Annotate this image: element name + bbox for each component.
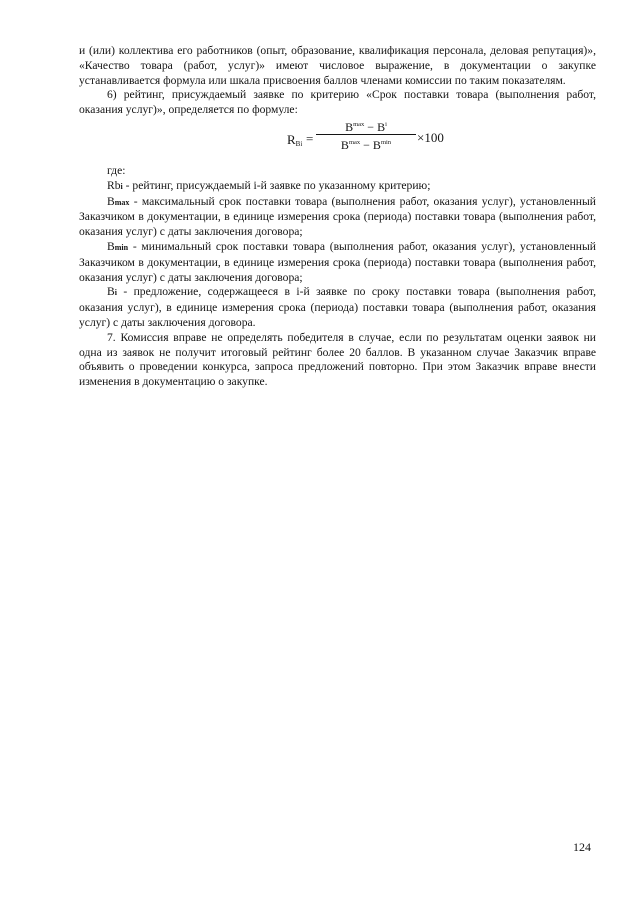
formula-denominator: $B^{max} - B^{min}$ xyxy=(340,137,392,152)
page-number: 124 xyxy=(573,840,591,854)
definition-bmax: Bmax - максимальный срок поставки товара (выполнения работ, оказания услуг), установленный Заказчиком в документации, в единице измерения срока (периода) поставки товара (выполнения работ, оказания услуг) с даты заключения договора; xyxy=(79,194,596,239)
formula-rating-subscript: Bi xyxy=(295,139,303,148)
formula-numerator: $B^{max} - B^i$ xyxy=(316,118,416,135)
formula-fraction xyxy=(316,118,416,152)
definition-bi: Bi - предложение, содержащееся в i-й заявке по сроку поставки товара (выполнения работ, оказания услуг), в единице измерения срока (периода) поставки товара (выполнения работ, оказания услуг) с даты заключения договора. xyxy=(79,285,596,329)
paragraph-6: 6) рейтинг, присуждаемый заявке по критерию «Срок поставки товара (выполнения работ, оказания услуг)», определяется по формуле: xyxy=(79,88,596,117)
paragraph-continuation: и (или) коллектива его работников (опыт, образование, квалификация персонала, деловая репутация)», «Качество товара (работ, услуг)» имеют числовое выражение, в документации о закупке устанавливается формула или шкала присвоения баллов членами комиссии по таким показателям. xyxy=(79,44,596,87)
delivery-rating-formula xyxy=(79,118,596,164)
where-label: где: xyxy=(107,163,126,177)
formula-equals: = xyxy=(306,130,314,146)
formula-rating-symbol: $R_{Bi}$ xyxy=(287,131,303,148)
paragraph-7: 7. Комиссия вправе не определять победителя в случае, если по результатам оценки заявок ни одна из заявок не получит итоговый рейтинг более 20 баллов. В указанном случае Заказчик вправе объявить о проведении конкурса, запроса предложений повторно. При этом Заказчик вправе внести изменения в документацию о закупке. xyxy=(79,330,596,389)
document-body xyxy=(79,44,596,390)
definition-rbi: Rbi - рейтинг, присуждаемый i-й заявке по указанному критерию; xyxy=(107,178,431,192)
definition-bmin: Bmin - минимальный срок поставки товара (выполнения работ, оказания услуг), установленный Заказчиком в документации, в единице измерения срока (периода) поставки товара (выполнения работ, оказания услуг) с даты заключения договора; xyxy=(79,239,596,284)
formula-multiplier: ×100 xyxy=(417,129,444,145)
